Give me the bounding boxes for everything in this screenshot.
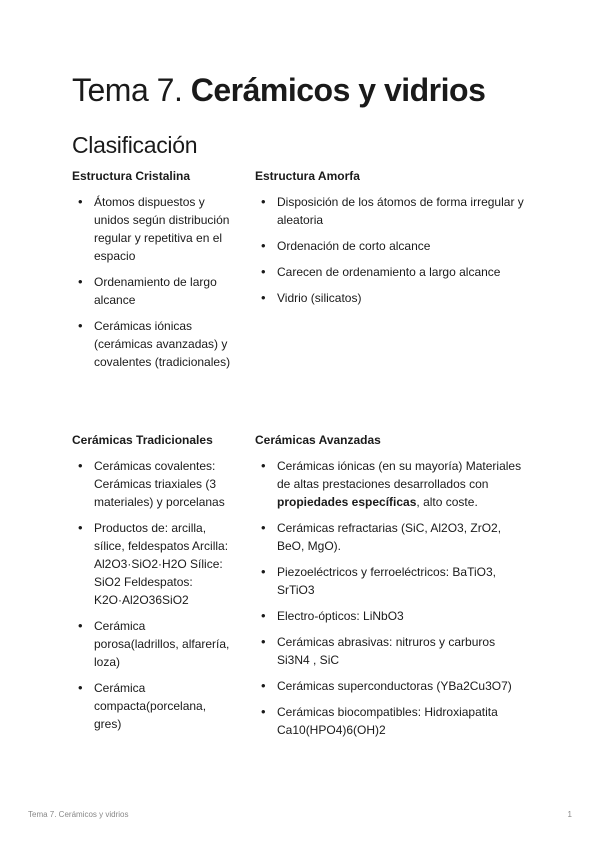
heading-amorfa: Estructura Amorfa: [255, 169, 360, 183]
list-item: • Productos de: arcilla, sílice, feldespatos Arcilla: Al2O3·SiO2·H2O Sílice: SiO2 Feldespatos: K2O·Al2O36SiO2: [72, 519, 232, 609]
list-item: [255, 457, 530, 511]
list-tradicionales: [72, 457, 232, 733]
list-item: • Átomos dispuestos y unidos según distribución regular y repetitiva en el espacio: [72, 193, 232, 265]
list-item: • Cerámicas refractarias (SiC, Al2O3, ZrO2, BeO, MgO).: [255, 519, 530, 555]
page-title: [72, 72, 485, 109]
list-item: • Electro-ópticos: LiNbO3: [255, 607, 530, 625]
list-item: • Cerámicas iónicas (cerámicas avanzadas) y covalentes (tradicionales): [72, 317, 232, 371]
list-avanzadas: [255, 457, 530, 739]
column-avanzadas: [255, 433, 530, 747]
list-cristalina: [72, 193, 232, 371]
title-main: Cerámicos y vidrios: [190, 72, 486, 108]
list-item: • Cerámicas superconductoras (YBa2Cu3O7): [255, 677, 530, 695]
list-amorfa: [255, 193, 530, 307]
list-item: • Piezoeléctricos y ferroeléctricos: BaTiO3, SrTiO3: [255, 563, 530, 599]
item-bold-text: propiedades específicas: [277, 495, 417, 509]
column-tradicionales: [72, 433, 232, 741]
list-item: • Cerámicas covalentes: Cerámicas triaxiales (3 materiales) y porcelanas: [72, 457, 232, 511]
heading-cristalina: Estructura Cristalina: [72, 169, 191, 183]
list-item: • Disposición de los átomos de forma irregular y aleatoria: [255, 193, 530, 229]
page-number: 1: [567, 810, 572, 819]
heading-tradicionales: Cerámicas Tradicionales: [72, 433, 213, 447]
title-prefix: Tema 7.: [72, 72, 191, 108]
column-amorfa: [255, 169, 530, 315]
item-text: Cerámicas iónicas (en su mayoría) Materiales de altas prestaciones desarrollados con: [277, 459, 522, 491]
list-item: • Cerámicas abrasivas: nitruros y carburos Si3N4 , SiC: [255, 633, 530, 669]
list-item: • Carecen de ordenamiento a largo alcance: [255, 263, 530, 281]
heading-avanzadas: Cerámicas Avanzadas: [255, 433, 381, 447]
list-item: • Cerámicas biocompatibles: Hidroxiapatita Ca10(HPO4)6(OH)2: [255, 703, 530, 739]
column-cristalina: [72, 169, 232, 379]
footer-title: Tema 7. Cerámicos y vidrios: [28, 810, 129, 819]
item-text: , alto coste.: [416, 495, 478, 509]
list-item: • Cerámica compacta(porcelana, gres): [72, 679, 232, 733]
section-title: Clasificación: [72, 132, 198, 158]
list-item: • Ordenamiento de largo alcance: [72, 273, 232, 309]
list-item: • Vidrio (silicatos): [255, 289, 530, 307]
list-item: • Ordenación de corto alcance: [255, 237, 530, 255]
list-item: • Cerámica porosa(ladrillos, alfarería, loza): [72, 617, 232, 671]
